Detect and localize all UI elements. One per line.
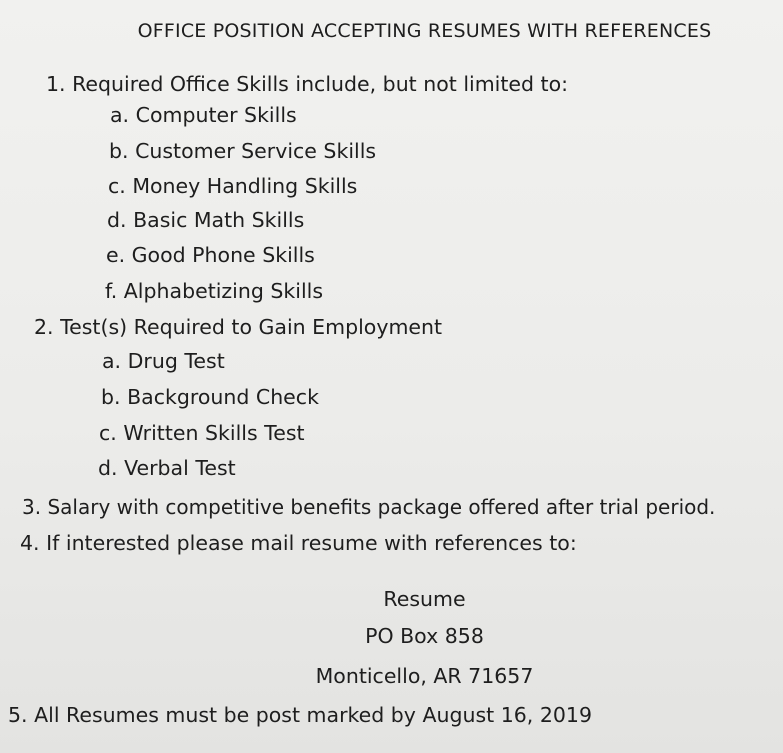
sub-mark: a. <box>102 349 122 373</box>
sub-mark: d. <box>107 208 127 232</box>
page-title: OFFICE POSITION ACCEPTING RESUMES WITH REFERENCES <box>137 20 712 42</box>
sub-item-2c <box>99 421 305 445</box>
sub-text: Background Check <box>127 385 319 409</box>
list-text: Required Office Skills include, but not limited to: <box>72 72 569 96</box>
list-text: All Resumes must be post marked by August 16, 2019 <box>34 703 592 727</box>
list-item-3 <box>22 495 715 519</box>
sub-text: Basic Math Skills <box>133 208 305 232</box>
list-text: Test(s) Required to Gain Employment <box>60 315 443 339</box>
list-number: 4. <box>20 531 40 555</box>
sub-text: Drug Test <box>127 349 225 373</box>
sub-text: Alphabetizing Skills <box>123 279 324 303</box>
list-item-4 <box>20 531 577 555</box>
list-item-2 <box>34 315 442 339</box>
sub-item-2a <box>102 349 225 373</box>
sub-text: Verbal Test <box>124 456 236 480</box>
list-text: Salary with competitive benefits package offered after trial period. <box>47 495 716 519</box>
sub-mark: c. <box>108 174 126 198</box>
sub-text: Money Handling Skills <box>132 174 358 198</box>
sub-text: Computer Skills <box>135 103 297 127</box>
sub-item-1c <box>108 174 357 198</box>
sub-mark: a. <box>110 103 130 127</box>
list-item-1 <box>46 72 568 96</box>
list-number: 1. <box>46 72 66 96</box>
sub-mark: e. <box>106 243 126 267</box>
sub-item-2b <box>101 385 319 409</box>
sub-item-1b <box>109 139 376 163</box>
address-line-1: Resume <box>383 587 466 611</box>
sub-mark: b. <box>101 385 121 409</box>
sub-mark: c. <box>99 421 117 445</box>
address-line-2: PO Box 858 <box>365 624 484 648</box>
list-number: 5. <box>8 703 28 727</box>
sub-mark: b. <box>109 139 129 163</box>
address-line-3: Monticello, AR 71657 <box>315 664 534 688</box>
sub-item-1d <box>107 208 304 232</box>
list-text: If interested please mail resume with references to: <box>46 531 577 555</box>
list-number: 2. <box>34 315 54 339</box>
sub-item-2d <box>98 456 236 480</box>
sub-item-1e <box>106 243 315 267</box>
list-number: 3. <box>22 495 42 519</box>
sub-text: Good Phone Skills <box>131 243 315 267</box>
sub-text: Customer Service Skills <box>135 139 377 163</box>
sub-mark: d. <box>98 456 118 480</box>
sub-item-1a <box>110 103 297 127</box>
sub-item-1f <box>105 279 323 303</box>
sub-mark: f. <box>105 279 118 303</box>
sub-text: Written Skills Test <box>123 421 305 445</box>
list-item-5 <box>8 703 592 727</box>
